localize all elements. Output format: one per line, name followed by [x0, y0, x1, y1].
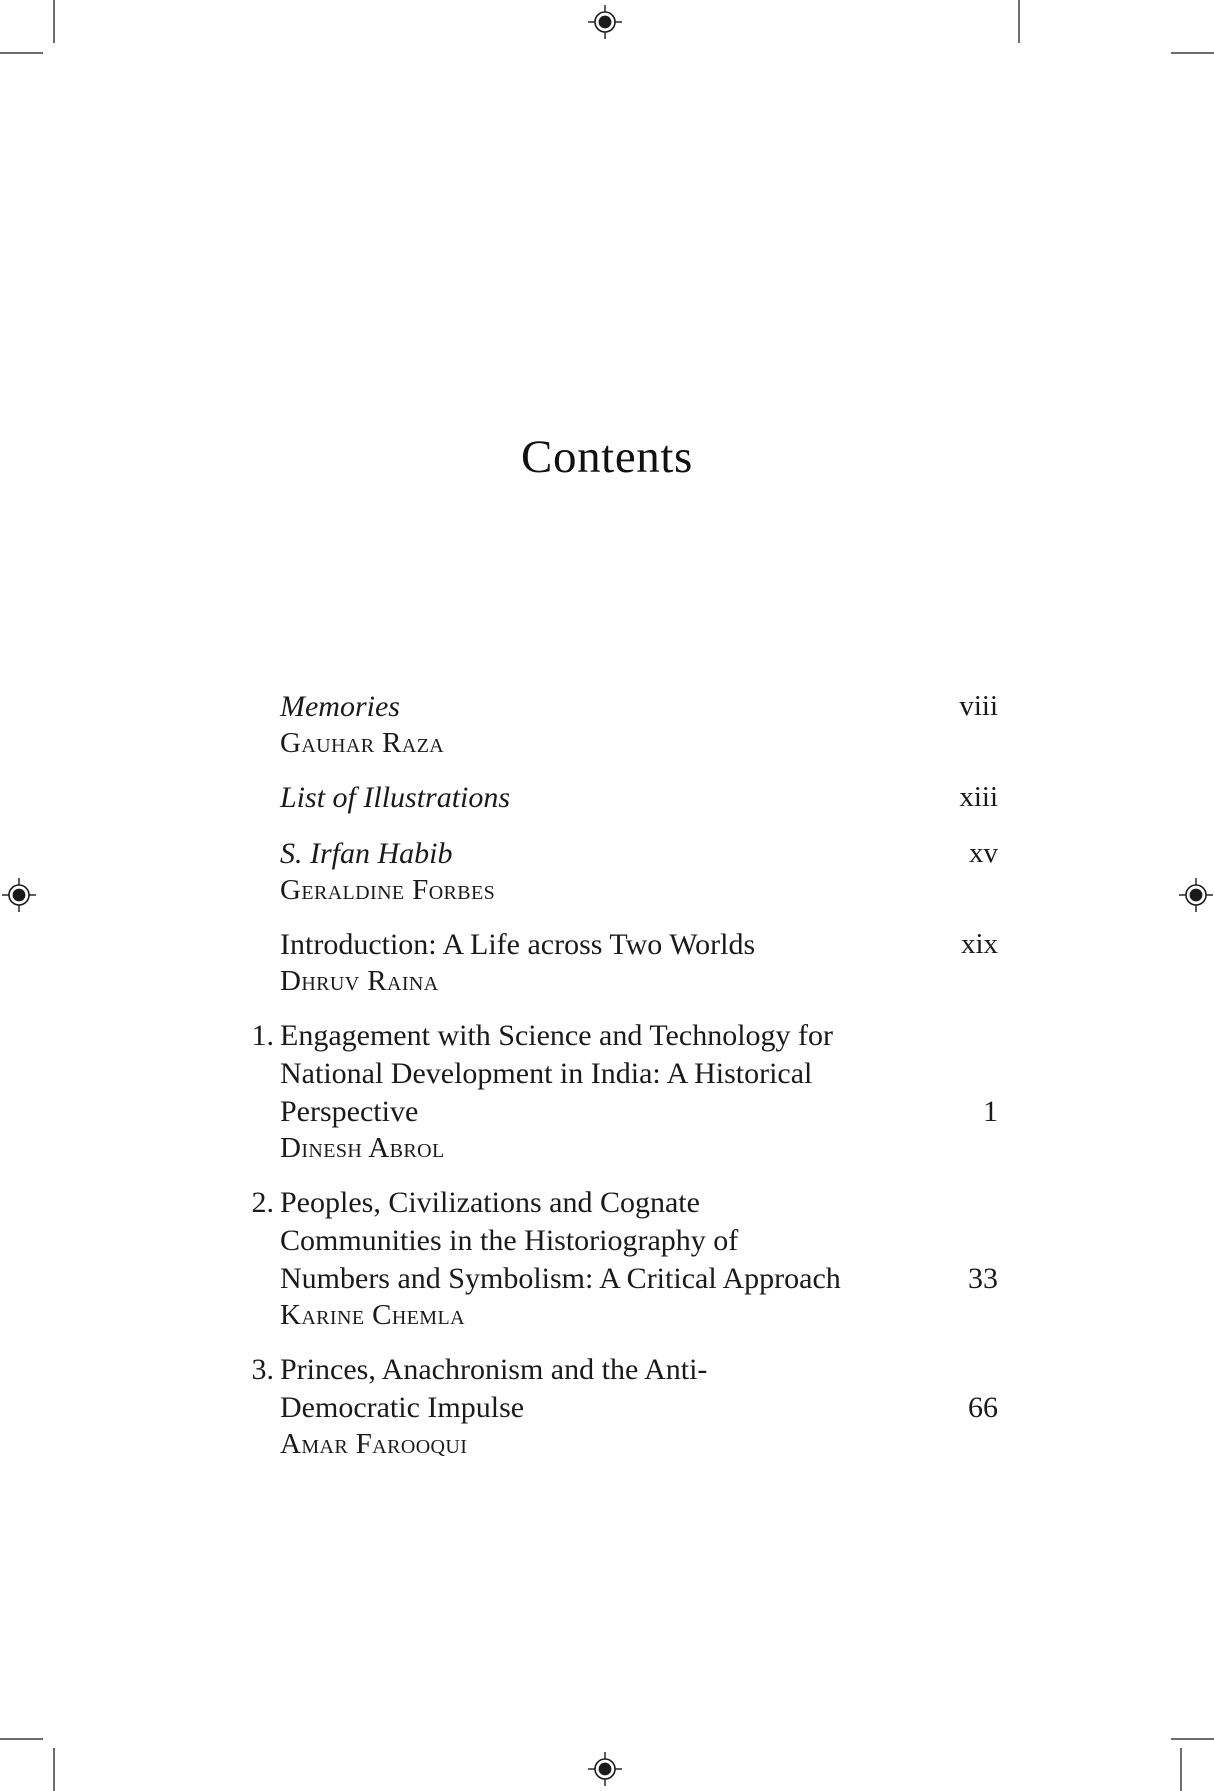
- entry-author: Geraldine Forbes: [280, 874, 496, 907]
- chapter-page-number: 1: [983, 1094, 998, 1128]
- toc-front-matter-entry[interactable]: [238, 835, 998, 908]
- chapter-title-lines: [238, 1351, 920, 1462]
- chapter-page-number: 33: [968, 1261, 998, 1295]
- chapter-number: 2.: [251, 1185, 274, 1219]
- front-matter-entries: [238, 688, 998, 999]
- chapter-entries: [238, 1017, 998, 1462]
- chapter-title-line: Peoples, Civilizations and Cognate: [280, 1185, 700, 1219]
- entry-page-number: xv: [969, 836, 998, 869]
- toc-front-matter-entry[interactable]: [238, 688, 998, 761]
- entry-title: S. Irfan Habib: [280, 836, 453, 870]
- chapter-author: Amar Farooqui: [280, 1428, 468, 1461]
- entry-page-number: xiii: [959, 780, 998, 813]
- toc-front-matter-entry[interactable]: [238, 779, 998, 817]
- entry-page-number: viii: [959, 690, 998, 722]
- toc-chapter-entry[interactable]: [238, 1351, 998, 1462]
- entry-lines: [238, 835, 878, 908]
- chapter-title-line: National Development in India: A Historical: [280, 1056, 813, 1090]
- chapter-title-lines: [238, 1017, 920, 1166]
- chapter-title-line: Communities in the Historiography of: [280, 1223, 739, 1257]
- toc-entry-list: [238, 688, 998, 1462]
- chapter-title-line: Princes, Anachronism and the Anti-: [280, 1352, 708, 1386]
- toc-chapter-entry[interactable]: [238, 1184, 998, 1333]
- entry-title: Memories: [280, 690, 400, 723]
- entry-lines: [238, 779, 878, 817]
- chapter-title-line: Democratic Impulse: [280, 1391, 525, 1425]
- chapter-number: 1.: [251, 1018, 274, 1052]
- entry-author: Gauhar Raza: [280, 727, 445, 760]
- toc-front-matter-entry[interactable]: [238, 926, 998, 999]
- chapter-author: Dinesh Abrol: [280, 1132, 445, 1165]
- chapter-title-line: Numbers and Symbolism: A Critical Approach: [280, 1262, 841, 1296]
- chapter-number: 3.: [251, 1352, 274, 1386]
- entry-title: List of Illustrations: [280, 780, 511, 814]
- chapter-page-number: 66: [968, 1390, 998, 1424]
- chapter-title-lines: [238, 1184, 920, 1333]
- toc-chapter-entry[interactable]: [238, 1017, 998, 1166]
- chapter-title-line: Perspective: [280, 1094, 419, 1128]
- entry-lines: [238, 688, 878, 761]
- chapter-title-line: Engagement with Science and Technology for: [280, 1018, 834, 1052]
- entry-page-number: xix: [960, 927, 998, 960]
- chapter-author: Karine Chemla: [280, 1299, 465, 1332]
- entry-author: Dhruv Raina: [280, 964, 439, 997]
- page-title: Contents: [521, 431, 693, 483]
- entry-lines: [238, 926, 878, 999]
- entry-title: Introduction: A Life across Two Worlds: [280, 927, 756, 961]
